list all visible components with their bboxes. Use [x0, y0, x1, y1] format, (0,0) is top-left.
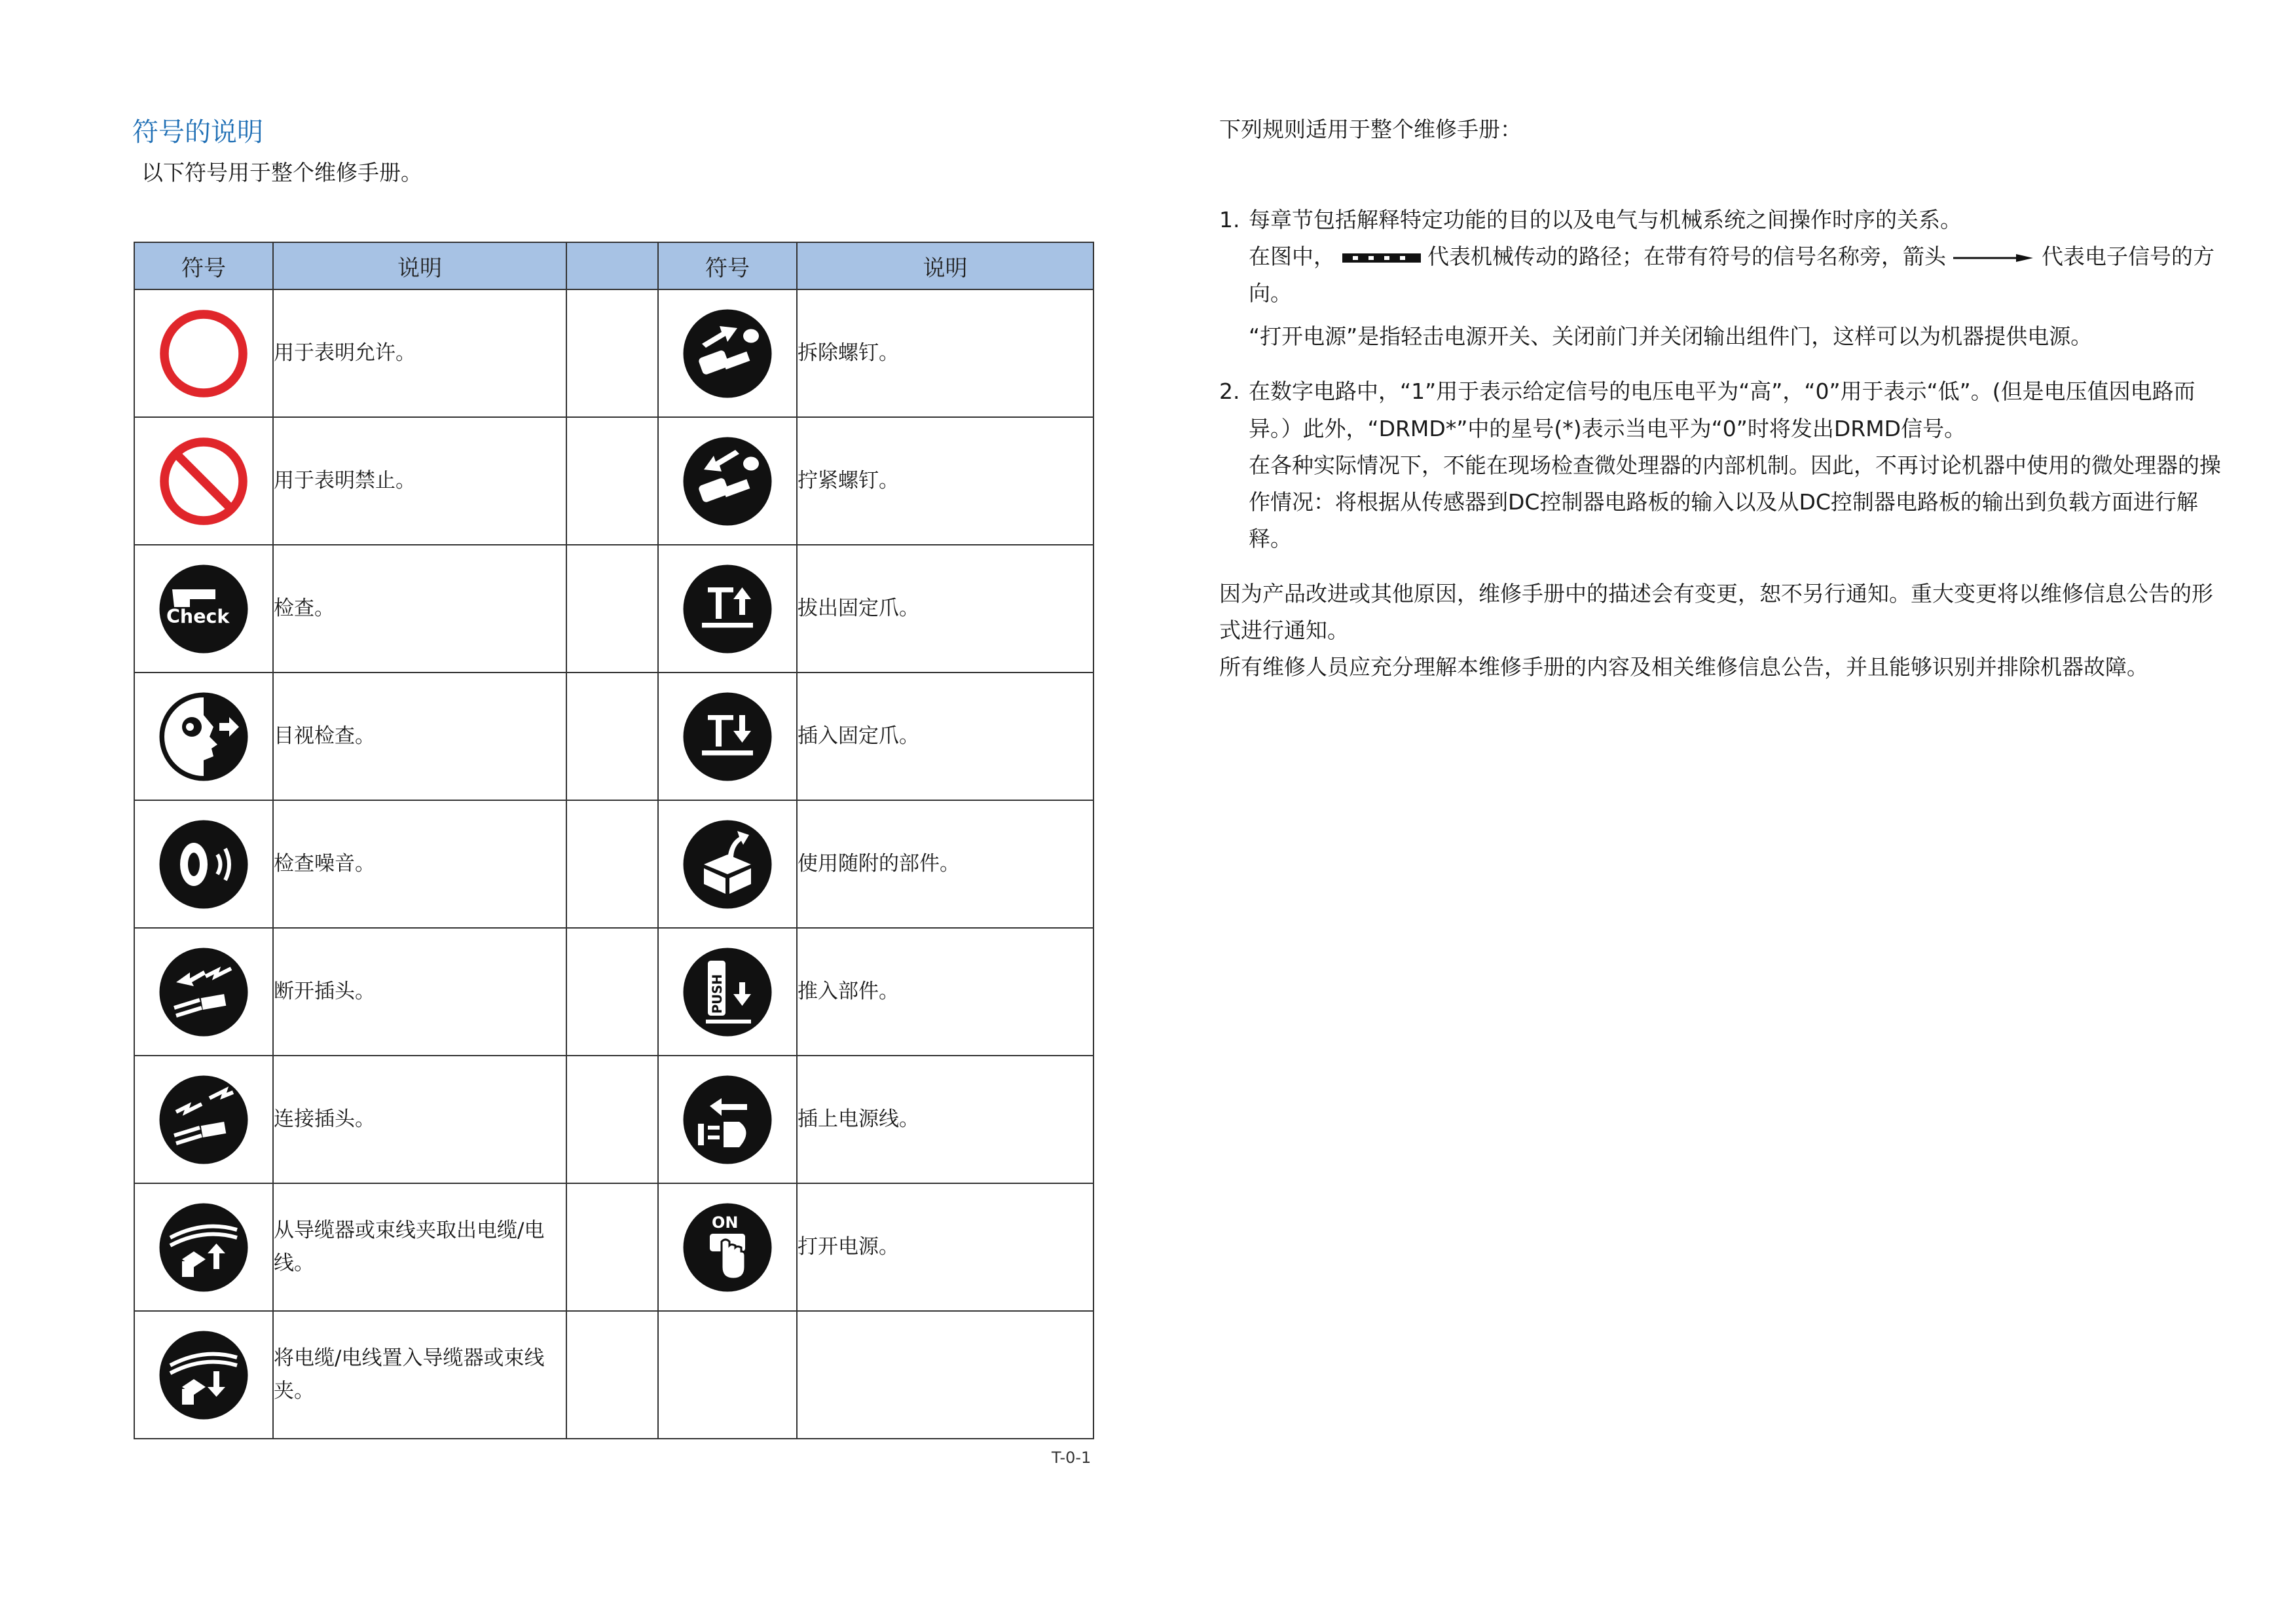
table-row: [134, 417, 1093, 545]
description-cell: 从导缆器或束线夹取出电缆/电线。: [273, 1183, 566, 1311]
item1-line2-b: 代表机械传动的路径；在带有符号的信号名称旁，箭头: [1427, 244, 1946, 270]
header-description-right: 说明: [797, 242, 1093, 289]
item1-line1: 每章节包括解释特定功能的目的以及电气与机械系统之间操作时序的关系。: [1249, 207, 1962, 233]
item1-line2-c: 代表电子信号的方向。: [1249, 244, 2214, 306]
table-header-row: [134, 242, 1093, 289]
description-cell: 使用随附的部件。: [797, 800, 1093, 928]
push-label: PUSH: [710, 974, 725, 1014]
description-cell: 插入固定爪。: [797, 673, 1093, 800]
prohibit-icon: [155, 432, 253, 530]
item1-line2: [1249, 238, 2221, 312]
item1-line2-a: 在图中，: [1249, 244, 1335, 270]
connect-plug-icon: [155, 1071, 253, 1169]
description-cell: 插上电源线。: [797, 1056, 1093, 1183]
allow-circle-icon: [155, 304, 253, 403]
power-plug-icon: [678, 1071, 777, 1169]
push-part-icon: [678, 943, 777, 1041]
power-on-icon: [678, 1198, 777, 1297]
description-cell: 检查噪音。: [273, 800, 566, 928]
description-cell: 拆除螺钉。: [797, 289, 1093, 417]
staff-paragraph: 所有维修人员应充分理解本维修手册的内容及相关维修信息公告，并且能够识别并排除机器故障。: [1219, 654, 2148, 680]
description-cell: 连接插头。: [273, 1056, 566, 1183]
item-number: 1.: [1219, 207, 1240, 233]
table-row: [134, 800, 1093, 928]
notice-paragraph: 因为产品改进或其他原因，维修手册中的描述会有变更，恕不另行通知。重大变更将以维修信息公告的形式进行通知。: [1219, 580, 2213, 644]
description-cell: 断开插头。: [273, 928, 566, 1056]
header-symbol-right: 符号: [658, 242, 797, 289]
symbol-table: [134, 242, 1094, 1439]
table-row: [134, 1183, 1093, 1311]
table-row: [134, 673, 1093, 800]
header-symbol-left: 符号: [134, 242, 273, 289]
item1-line3: “打开电源”是指轻击电源开关、关闭前门并关闭输出组件门，这样可以为机器提供电源。: [1249, 323, 2093, 350]
left-title: 符号的说明: [132, 117, 263, 147]
table-row: [134, 545, 1093, 673]
intro-text: 下列规则适用于整个维修手册：: [1219, 117, 1522, 142]
description-cell: 用于表明允许。: [273, 289, 566, 417]
description-cell: 用于表明禁止。: [273, 417, 566, 545]
item-number: 2.: [1219, 378, 1240, 405]
disconnect-plug-icon: [155, 943, 253, 1041]
tighten-screw-icon: [678, 432, 777, 530]
item2-text2: 在各种实际情况下，不能在现场检查微处理器的内部机制。因此，不再讨论机器中使用的微处理器的操作情况：将根据从传感器到DC控制器电路板的输入以及从DC控制器电路板的输出到负载方面进行解释。: [1249, 452, 2221, 551]
header-spacer: [566, 242, 658, 289]
remove-screw-icon: [678, 304, 777, 403]
table-row: [134, 928, 1093, 1056]
table-id: T-0-1: [1052, 1449, 1092, 1467]
mechanical-path-icon: [1342, 251, 1421, 265]
cable-insert-icon: [155, 1326, 253, 1424]
eye-check-icon: [155, 688, 253, 786]
left-subtitle: 以下符号用于整个维修手册。: [141, 160, 422, 185]
description-cell: 将电缆/电线置入导缆器或束线夹。: [273, 1311, 566, 1439]
rule-item-2: [1219, 373, 2221, 557]
ear-noise-icon: [155, 815, 253, 913]
rule-item-1: [1219, 202, 2221, 355]
box-part-icon: [678, 815, 777, 913]
description-cell: 检查。: [273, 545, 566, 673]
signal-arrow-icon: [1953, 251, 2035, 265]
description-cell: 拧紧螺钉。: [797, 417, 1093, 545]
table-row: [134, 1056, 1093, 1183]
check-label: Check: [166, 605, 230, 627]
cable-remove-icon: [155, 1198, 253, 1297]
on-label: ON: [712, 1213, 739, 1232]
header-description-left: 说明: [273, 242, 566, 289]
table-row: [134, 1311, 1093, 1439]
claw-pull-icon: [678, 560, 777, 658]
check-hand-icon: [155, 560, 253, 658]
description-cell: 拔出固定爪。: [797, 545, 1093, 673]
table-row: [134, 289, 1093, 417]
description-cell: 推入部件。: [797, 928, 1093, 1056]
claw-insert-icon: [678, 688, 777, 786]
item2-text1: 在数字电路中，“1”用于表示给定信号的电压电平为“高”，“0”用于表示“低”。(但是电压值因电路而异。）此外，“DRMD*”中的星号(*)表示当电平为“0”时将发出DRMD信号。: [1249, 378, 2195, 441]
description-cell: 目视检查。: [273, 673, 566, 800]
right-column: [1219, 111, 2221, 686]
description-cell: 打开电源。: [797, 1183, 1093, 1311]
